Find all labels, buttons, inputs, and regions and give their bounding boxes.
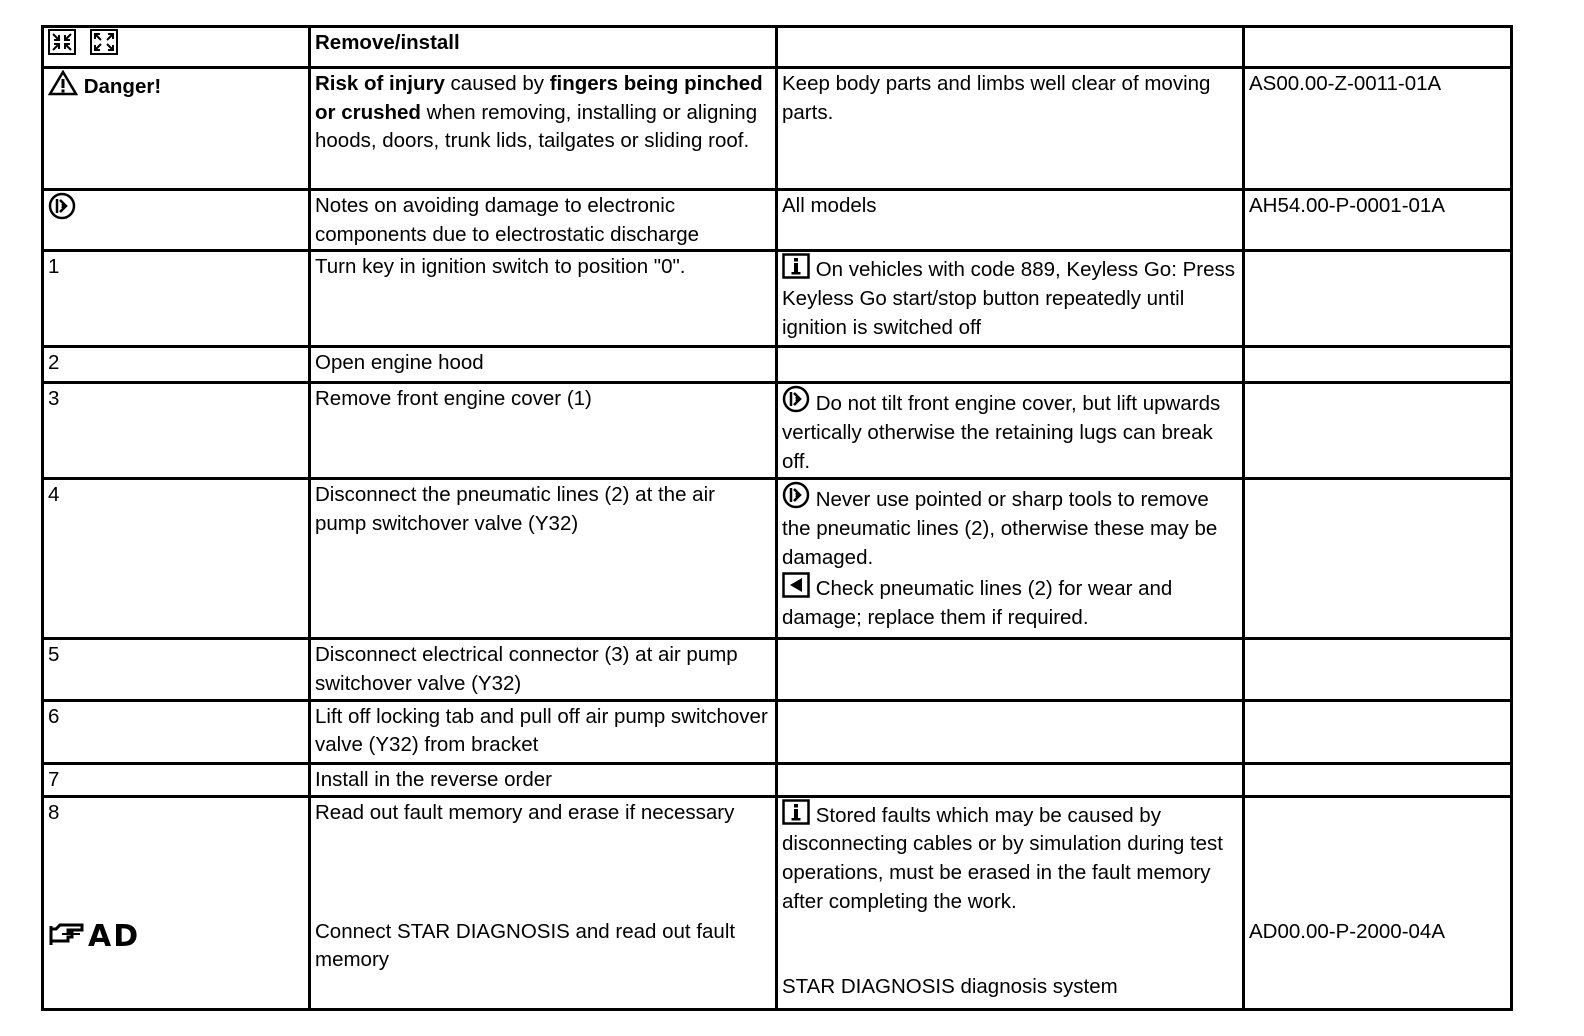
check-icon [782, 572, 810, 598]
ad-text: Connect STAR DIAGNOSIS and read out fault memory [315, 919, 736, 972]
procedure-table [41, 25, 1513, 1011]
ad-label: AD [88, 918, 141, 954]
step-text: Read out fault memory and erase if necessary [315, 800, 735, 824]
ad-marker [48, 916, 140, 958]
step-note [777, 347, 1244, 383]
danger-label-cell [43, 68, 310, 190]
esd-ref: AH54.00-P-0001-01A [1244, 190, 1512, 251]
step-row-8 [43, 796, 1512, 1009]
step-text: Install in the reverse order [310, 763, 777, 796]
caution-icon [782, 481, 810, 509]
step-text: Remove front engine cover (1) [310, 383, 777, 479]
danger-text-part: Risk of injury [315, 72, 445, 95]
install-icon [90, 29, 118, 55]
caution-icon [782, 385, 810, 413]
step-number: 5 [43, 639, 310, 700]
header-empty-3 [777, 27, 1244, 68]
step-text: Disconnect the pneumatic lines (2) at the air pump switchover valve (Y32) [310, 479, 777, 639]
step-note-text-2: Check pneumatic lines (2) for wear and damage; replace them if required. [782, 577, 1173, 630]
header-icons-cell [43, 27, 310, 68]
step-ref [1244, 383, 1512, 479]
step-number: 1 [43, 251, 310, 347]
step-ref [1244, 251, 1512, 347]
step-row-6 [43, 700, 1512, 763]
step-number: 8 [48, 800, 60, 824]
ad-note: STAR DIAGNOSIS diagnosis system [782, 974, 1118, 998]
remove-icon [48, 29, 76, 55]
danger-text-part: fingers being pinched or crushed [315, 72, 763, 124]
info-icon [782, 799, 810, 825]
pointing-hand-icon [48, 922, 88, 948]
step-text: Open engine hood [310, 347, 777, 383]
step-ref [1244, 763, 1512, 796]
ad-ref: AD00.00-P-2000-04A [1249, 919, 1446, 943]
step-note-text: On vehicles with code 889, Keyless Go: Press Keyless Go start/stop button repeatedly until ignition is switched off [782, 258, 1236, 339]
step-row-2 [43, 347, 1512, 383]
step-note-text: Stored faults which may be caused by disconnecting cables or by simulation during test operations, must be erased in the fault memory after completing the work. [782, 803, 1223, 913]
esd-row [43, 190, 1512, 251]
danger-note: Keep body parts and limbs well clear of moving parts. [777, 68, 1244, 190]
step-text: Turn key in ignition switch to position "0". [310, 251, 777, 347]
danger-row [43, 68, 1512, 190]
step-number: 6 [43, 700, 310, 763]
header-empty-4 [1244, 27, 1512, 68]
step-note [777, 639, 1244, 700]
step-note [777, 479, 1244, 639]
step-note-text: Do not tilt front engine cover, but lift upwards vertically otherwise the retaining lugs can break off. [782, 392, 1221, 473]
step-note [777, 763, 1244, 796]
step-number: 3 [43, 383, 310, 479]
header-row [43, 27, 1512, 68]
step-row-7 [43, 763, 1512, 796]
step-number-cell [43, 796, 310, 1009]
step-row-4 [43, 479, 1512, 639]
step-number: 4 [43, 479, 310, 639]
danger-ref: AS00.00-Z-0011-01A [1244, 68, 1512, 190]
danger-text [310, 68, 777, 190]
danger-text-part: when removing, installing or aligning hoods, doors, trunk lids, tailgates or sliding roof. [315, 100, 758, 153]
header-title: Remove/install [310, 27, 777, 68]
step-note-cell [777, 796, 1244, 1009]
step-row-3 [43, 383, 1512, 479]
step-row-1 [43, 251, 1512, 347]
step-number: 2 [43, 347, 310, 383]
step-note-text: Never use pointed or sharp tools to remove the pneumatic lines (2), otherwise these may be damaged. [782, 488, 1218, 569]
warning-triangle-icon [48, 70, 78, 96]
esd-icon-cell [43, 190, 310, 251]
step-ref-cell [1244, 796, 1512, 1009]
step-ref [1244, 347, 1512, 383]
step-note [777, 700, 1244, 763]
step-ref [1244, 639, 1512, 700]
esd-text: Notes on avoiding damage to electronic components due to electrostatic discharge [310, 190, 777, 251]
step-row-5 [43, 639, 1512, 700]
step-text: Disconnect electrical connector (3) at air pump switchover valve (Y32) [310, 639, 777, 700]
info-icon [782, 253, 810, 279]
esd-note: All models [777, 190, 1244, 251]
step-note [777, 251, 1244, 347]
danger-text-part: caused by [444, 72, 550, 95]
step-number: 7 [43, 763, 310, 796]
esd-warning-icon [48, 192, 76, 220]
step-text-cell [310, 796, 777, 1009]
step-text: Lift off locking tab and pull off air pump switchover valve (Y32) from bracket [310, 700, 777, 763]
step-ref [1244, 700, 1512, 763]
step-note [777, 383, 1244, 479]
step-ref [1244, 479, 1512, 639]
danger-label: Danger! [83, 75, 162, 98]
